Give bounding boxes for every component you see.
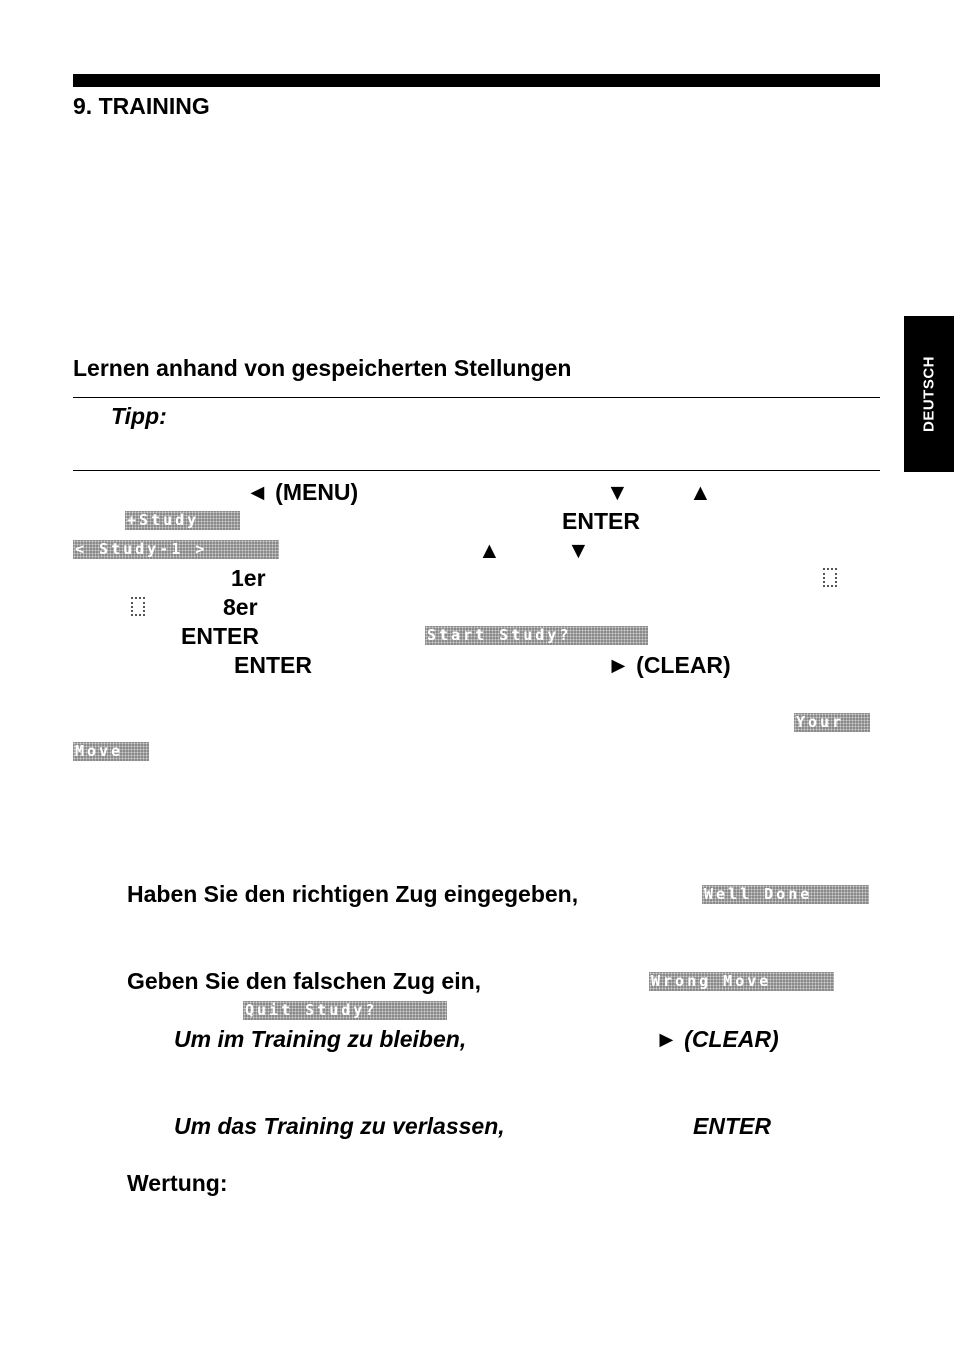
lcd-start-study: Start Study?	[425, 626, 648, 645]
tip-label: Tipp:	[111, 403, 167, 429]
correct-move-text: Haben Sie den richtigen Zug eingegeben,	[127, 881, 579, 907]
subsection-title: Lernen anhand von gespeicherten Stellungen	[73, 355, 572, 381]
up-arrow-icon: ▲	[478, 537, 501, 563]
enter-key-italic: ENTER	[693, 1113, 771, 1139]
enter-key: ENTER	[181, 623, 259, 649]
first-label: 1er	[231, 565, 266, 591]
down-arrow-icon: ▼	[567, 537, 590, 563]
leave-training-text: Um das Training zu verlassen,	[174, 1113, 505, 1139]
lcd-study: +Study	[125, 511, 240, 530]
wrong-move-text: Geben Sie den falschen Zug ein,	[127, 968, 482, 994]
enter-key: ENTER	[562, 508, 640, 534]
tip-rule-top	[73, 397, 880, 398]
menu-key: ◄ (MENU)	[246, 479, 359, 505]
stay-in-training-text: Um im Training zu bleiben,	[174, 1026, 467, 1052]
lcd-move: Move	[73, 742, 149, 761]
down-arrow-icon: ▼	[606, 479, 629, 505]
lcd-well-done: Well Done	[702, 885, 869, 904]
lcd-marker-icon	[823, 568, 837, 587]
lcd-marker-icon	[131, 597, 145, 616]
lcd-study-select: < Study-1 >	[73, 540, 279, 559]
up-arrow-icon: ▲	[689, 479, 712, 505]
tip-rule-bottom	[73, 470, 880, 471]
eighth-label: 8er	[223, 594, 258, 620]
lcd-your: Your	[794, 713, 870, 732]
enter-key: ENTER	[234, 652, 312, 678]
rating-label: Wertung:	[127, 1170, 228, 1196]
clear-key: ► (CLEAR)	[607, 652, 731, 678]
clear-key-italic: ► (CLEAR)	[655, 1026, 779, 1052]
language-tab	[904, 316, 954, 472]
lcd-wrong-move: Wrong Move	[649, 972, 834, 991]
lcd-quit-study: Quit Study?	[243, 1001, 447, 1020]
header-rule	[73, 74, 880, 87]
language-tab-label: DEUTSCH	[920, 355, 938, 433]
section-title: 9. TRAINING	[73, 93, 210, 119]
